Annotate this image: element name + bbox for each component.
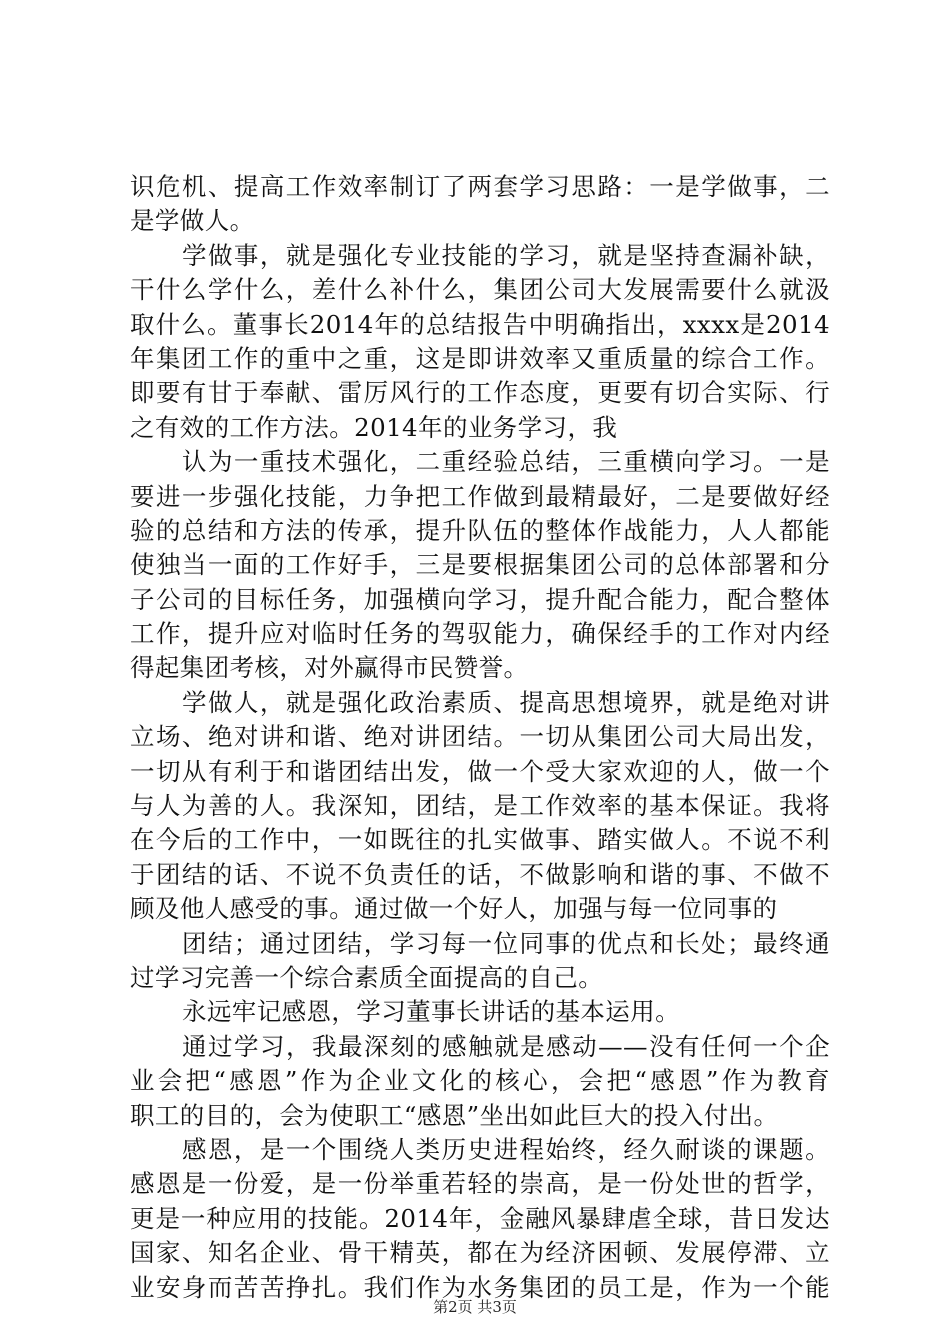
text-line: 取什么。董事长2014年的总结报告中明确指出，xxxx是2014 — [130, 309, 830, 339]
text-line: 业会把“感恩”作为企业文化的核心，会把“感恩”作为教育 — [130, 1066, 830, 1096]
text-line: 在今后的工作中，一如既往的扎实做事、踏实做人。不说不利 — [130, 825, 830, 855]
text-line: 使独当一面的工作好手，三是要根据集团公司的总体部署和分 — [130, 550, 830, 580]
text-line: 国家、知名企业、骨干精英，都在为经济困顿、发展停滞、立 — [130, 1238, 830, 1268]
text-line: 于团结的话、不说不负责任的话，不做影响和谐的事、不做不 — [130, 859, 830, 889]
text-line: 一切从有利于和谐团结出发，做一个受大家欢迎的人，做一个 — [130, 756, 830, 786]
document-body — [130, 170, 830, 1305]
text-line: 即要有甘于奉献、雷厉风行的工作态度，更要有切合实际、行 — [130, 378, 830, 408]
text-line: 学做人，就是强化政治素质、提高思想境界，就是绝对讲 — [182, 687, 830, 717]
text-line: 与人为善的人。我深知，团结，是工作效率的基本保证。我将 — [130, 791, 830, 821]
text-line: 是学做人。 — [130, 206, 255, 236]
text-line: 干什么学什么，差什么补什么，集团公司大发展需要什么就汲 — [130, 275, 830, 305]
text-line: 感恩，是一个围绕人类历史进程始终，经久耐谈的课题。 — [182, 1134, 830, 1164]
text-line: 更是一种应用的技能。2014年，金融风暴肆虐全球，昔日发达 — [130, 1203, 830, 1233]
text-line: 职工的目的，会为使职工“感恩”坐出如此巨大的投入付出。 — [130, 1100, 779, 1130]
text-line: 认为一重技术强化，二重经验总结，三重横向学习。一是 — [182, 447, 830, 477]
page-footer: 第2页 共3页 — [433, 1298, 517, 1316]
text-line: 年集团工作的重中之重，这是即讲效率又重质量的综合工作。 — [130, 343, 830, 373]
text-line: 识危机、提高工作效率制订了两套学习思路：一是学做事，二 — [130, 172, 830, 201]
text-line: 永远牢记感恩，学习董事长讲话的基本运用。 — [182, 997, 680, 1027]
text-line: 过学习完善一个综合素质全面提高的自己。 — [130, 962, 604, 992]
text-line: 要进一步强化技能，力争把工作做到最精最好，二是要做好经 — [130, 481, 830, 511]
text-line: 学做事，就是强化专业技能的学习，就是坚持查漏补缺， — [182, 240, 830, 270]
text-line: 立场、绝对讲和谐、绝对讲团结。一切从集团公司大局出发， — [130, 722, 830, 752]
text-line: 工作，提升应对临时任务的驾驭能力，确保经手的工作对内经 — [130, 619, 830, 649]
text-line: 验的总结和方法的传承，提升队伍的整体作战能力，人人都能 — [130, 515, 830, 545]
text-line: 顾及他人感受的事。通过做一个好人，加强与每一位同事的 — [130, 894, 778, 924]
text-line: 团结；通过团结，学习每一位同事的优点和长处；最终通 — [182, 928, 830, 958]
text-line: 通过学习，我最深刻的感触就是感动——没有任何一个企 — [182, 1031, 830, 1061]
text-line: 业安身而苦苦挣扎。我们作为水务集团的员工是，作为一个能 — [130, 1272, 830, 1302]
text-line: 得起集团考核，对外赢得市民赞誉。 — [130, 653, 529, 683]
text-line: 子公司的目标任务，加强横向学习，提升配合能力，配合整体 — [130, 584, 830, 614]
text-line: 之有效的工作方法。2014年的业务学习，我 — [130, 412, 618, 442]
text-line: 感恩是一份爱，是一份举重若轻的崇高，是一份处世的哲学， — [130, 1169, 830, 1199]
